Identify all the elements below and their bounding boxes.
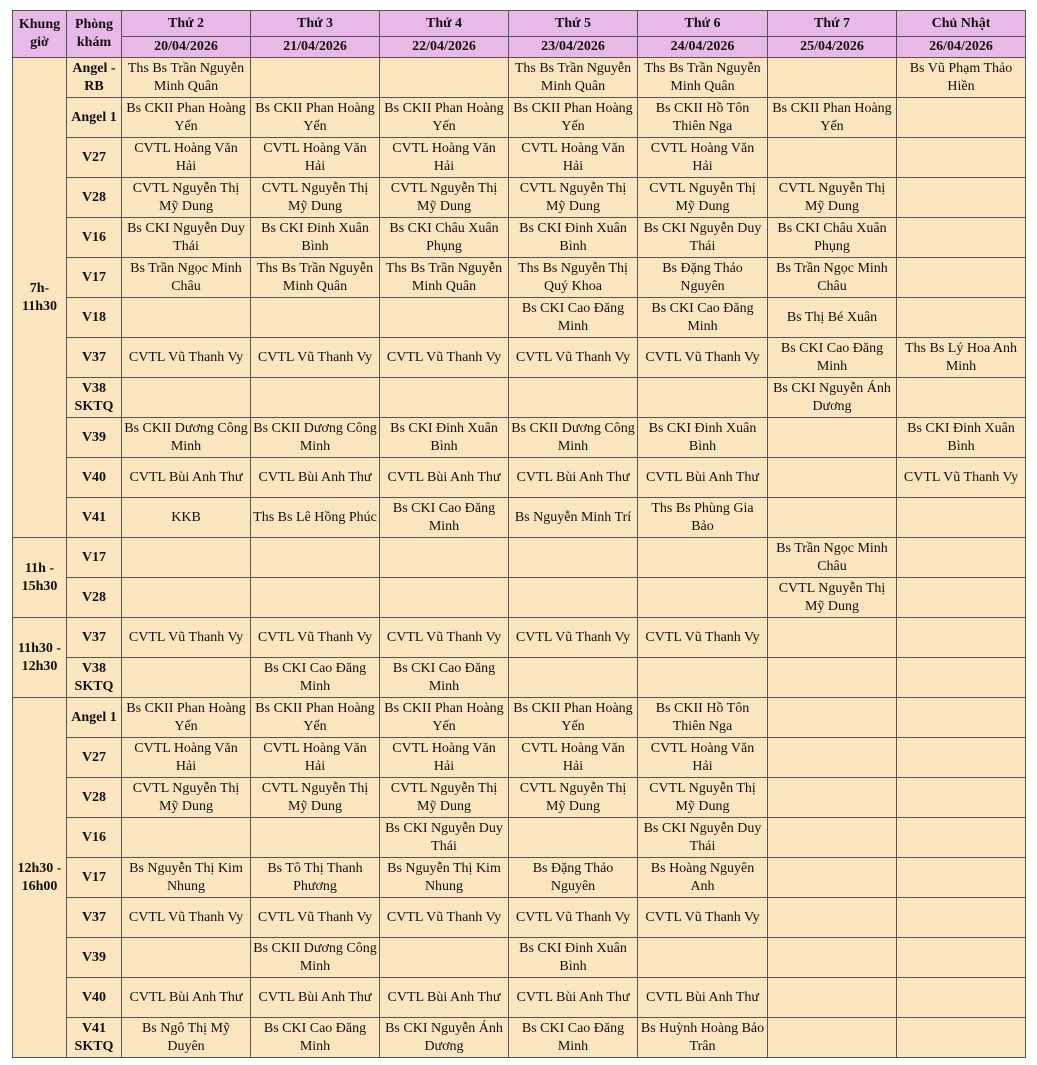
doctor-cell: CVTL Hoàng Văn Hải [638,138,768,178]
doctor-cell: Bs CKI Đinh Xuân Bình [380,418,509,458]
doctor-cell [768,618,897,658]
doctor-cell: CVTL Vũ Thanh Vy [122,898,251,938]
room-cell: V17 [67,538,122,578]
day-date: 23/04/2026 [509,37,638,58]
room-cell: V39 [67,418,122,458]
schedule-row [13,378,1026,418]
schedule-row [13,698,1026,738]
room-cell: V41 SKTQ [67,1018,122,1058]
doctor-cell: CVTL Nguyễn Thị Mỹ Dung [768,578,897,618]
room-cell: Angel 1 [67,98,122,138]
doctor-cell: Bs CKI Cao Đăng Minh [251,658,380,698]
doctor-cell [897,858,1026,898]
day-date: 21/04/2026 [251,37,380,58]
doctor-cell: Ths Bs Trần Nguyễn Minh Quân [380,258,509,298]
doctor-cell: Bs Vũ Phạm Thảo Hiền [897,58,1026,98]
doctor-cell: CVTL Nguyễn Thị Mỹ Dung [251,778,380,818]
doctor-cell: CVTL Vũ Thanh Vy [638,898,768,938]
schedule-row [13,778,1026,818]
doctor-cell: Ths Bs Trần Nguyễn Minh Quân [122,58,251,98]
doctor-cell [509,578,638,618]
doctor-cell: Bs Nguyễn Thị Kim Nhung [380,858,509,898]
doctor-cell [122,378,251,418]
doctor-cell [380,538,509,578]
doctor-cell: CVTL Bùi Anh Thư [251,458,380,498]
doctor-cell: CVTL Hoàng Văn Hải [509,138,638,178]
doctor-cell: Bs Trần Ngọc Minh Châu [122,258,251,298]
doctor-cell [897,538,1026,578]
doctor-cell [251,538,380,578]
doctor-cell: CVTL Vũ Thanh Vy [509,618,638,658]
doctor-cell: Bs CKII Dương Công Minh [122,418,251,458]
schedule-row [13,138,1026,178]
doctor-cell: Bs CKI Đinh Xuân Bình [638,418,768,458]
doctor-cell [897,698,1026,738]
doctor-cell [768,458,897,498]
doctor-cell: CVTL Nguyễn Thị Mỹ Dung [638,178,768,218]
doctor-cell [897,178,1026,218]
doctor-cell: CVTL Bùi Anh Thư [380,978,509,1018]
doctor-cell: CVTL Bùi Anh Thư [509,978,638,1018]
doctor-cell [897,938,1026,978]
day-date: 20/04/2026 [122,37,251,58]
doctor-cell [768,978,897,1018]
doctor-cell: Bs Đặng Thảo Nguyên [509,858,638,898]
doctor-cell: Bs CKI Nguyễn Duy Thái [638,818,768,858]
schedule-row [13,498,1026,538]
doctor-cell: CVTL Vũ Thanh Vy [122,338,251,378]
doctor-cell: Bs Tô Thị Thanh Phương [251,858,380,898]
doctor-cell [768,858,897,898]
day-name: Thứ 3 [251,11,380,37]
doctor-cell: Bs CKI Nguyễn Duy Thái [380,818,509,858]
schedule-row [13,978,1026,1018]
doctor-cell [897,218,1026,258]
doctor-cell: CVTL Hoàng Văn Hải [122,138,251,178]
room-cell: V38 SKTQ [67,378,122,418]
doctor-cell: Bs CKI Cao Đăng Minh [251,1018,380,1058]
doctor-cell [897,618,1026,658]
doctor-cell: CVTL Vũ Thanh Vy [380,338,509,378]
doctor-cell [638,538,768,578]
doctor-cell: CVTL Bùi Anh Thư [380,458,509,498]
day-name: Thứ 5 [509,11,638,37]
doctor-cell: Bs CKII Phan Hoàng Yến [509,698,638,738]
doctor-cell: CVTL Vũ Thanh Vy [509,338,638,378]
doctor-cell [897,258,1026,298]
day-name: Chủ Nhật [897,11,1026,37]
time-slot-cell: 7h- 11h30 [13,58,67,538]
doctor-cell: CVTL Hoàng Văn Hải [509,738,638,778]
doctor-cell: Bs CKI Châu Xuân Phụng [768,218,897,258]
doctor-cell [768,938,897,978]
doctor-cell [122,298,251,338]
doctor-cell [897,138,1026,178]
doctor-cell: Bs CKII Dương Công Minh [251,938,380,978]
doctor-cell [768,1018,897,1058]
day-date: 26/04/2026 [897,37,1026,58]
doctor-cell: CVTL Nguyễn Thị Mỹ Dung [380,778,509,818]
schedule-row [13,338,1026,378]
doctor-cell: Bs CKII Dương Công Minh [509,418,638,458]
doctor-cell [897,738,1026,778]
schedule-table [12,10,1026,1058]
schedule-row [13,898,1026,938]
time-slot-cell: 11h30 - 12h30 [13,618,67,698]
doctor-cell: Bs CKII Phan Hoàng Yến [251,698,380,738]
doctor-cell: CVTL Hoàng Văn Hải [638,738,768,778]
doctor-cell: Bs Thị Bé Xuân [768,298,897,338]
doctor-cell: CVTL Nguyễn Thị Mỹ Dung [380,178,509,218]
doctor-cell: CVTL Hoàng Văn Hải [380,138,509,178]
doctor-cell [768,498,897,538]
doctor-cell: Ths Bs Trần Nguyễn Minh Quân [638,58,768,98]
doctor-cell: Bs CKI Cao Đăng Minh [509,298,638,338]
day-date: 24/04/2026 [638,37,768,58]
doctor-cell: Bs Đặng Thảo Nguyên [638,258,768,298]
room-cell: V18 [67,298,122,338]
schedule-row [13,418,1026,458]
doctor-cell: CVTL Nguyễn Thị Mỹ Dung [768,178,897,218]
doctor-cell [509,818,638,858]
doctor-cell [897,578,1026,618]
doctor-cell: Bs CKII Dương Công Minh [251,418,380,458]
doctor-cell: CVTL Bùi Anh Thư [251,978,380,1018]
doctor-cell: CVTL Hoàng Văn Hải [122,738,251,778]
doctor-cell: Bs CKI Đinh Xuân Bình [509,938,638,978]
day-date: 25/04/2026 [768,37,897,58]
doctor-cell: CVTL Nguyễn Thị Mỹ Dung [251,178,380,218]
doctor-cell [380,938,509,978]
day-name: Thứ 4 [380,11,509,37]
doctor-cell [380,378,509,418]
room-cell: V40 [67,978,122,1018]
doctor-cell: CVTL Nguyễn Thị Mỹ Dung [122,178,251,218]
doctor-cell: Bs CKI Đinh Xuân Bình [897,418,1026,458]
schedule-row [13,658,1026,698]
doctor-cell: Bs CKII Hồ Tôn Thiên Nga [638,698,768,738]
schedule-row [13,458,1026,498]
doctor-cell: CVTL Vũ Thanh Vy [897,458,1026,498]
doctor-cell [380,578,509,618]
room-cell: V27 [67,138,122,178]
doctor-cell [768,418,897,458]
doctor-cell: Bs CKI Nguyễn Ánh Dương [768,378,897,418]
doctor-cell: Bs CKII Phan Hoàng Yến [768,98,897,138]
doctor-cell: Ths Bs Lê Hồng Phúc [251,498,380,538]
doctor-cell: Bs Ngô Thị Mỹ Duyên [122,1018,251,1058]
doctor-cell: CVTL Bùi Anh Thư [638,978,768,1018]
doctor-cell [897,1018,1026,1058]
room-cell: V40 [67,458,122,498]
doctor-cell: CVTL Vũ Thanh Vy [638,618,768,658]
doctor-cell: Bs CKI Đinh Xuân Bình [509,218,638,258]
schedule-row [13,538,1026,578]
doctor-cell: Bs CKI Đinh Xuân Bình [251,218,380,258]
doctor-cell [122,578,251,618]
doctor-cell: CVTL Hoàng Văn Hải [251,138,380,178]
doctor-cell [768,818,897,858]
doctor-cell: Bs CKII Phan Hoàng Yến [380,698,509,738]
doctor-cell [638,578,768,618]
doctor-cell: CVTL Hoàng Văn Hải [251,738,380,778]
doctor-cell [380,58,509,98]
doctor-cell: Bs CKII Phan Hoàng Yến [509,98,638,138]
doctor-cell [509,538,638,578]
doctor-cell: Bs Hoàng Nguyên Anh [638,858,768,898]
doctor-cell: CVTL Bùi Anh Thư [122,458,251,498]
doctor-cell: Ths Bs Nguyễn Thị Quý Khoa [509,258,638,298]
doctor-cell [638,658,768,698]
room-cell: V37 [67,898,122,938]
doctor-cell [251,378,380,418]
day-name: Thứ 7 [768,11,897,37]
doctor-cell: CVTL Bùi Anh Thư [638,458,768,498]
doctor-cell [768,738,897,778]
doctor-cell: CVTL Vũ Thanh Vy [251,618,380,658]
schedule-row [13,1018,1026,1058]
doctor-cell: Ths Bs Lý Hoa Anh Minh [897,338,1026,378]
doctor-cell [509,378,638,418]
room-cell: V28 [67,178,122,218]
doctor-cell [897,978,1026,1018]
doctor-cell [768,138,897,178]
doctor-cell: Bs Nguyễn Thị Kim Nhung [122,858,251,898]
room-cell: V37 [67,338,122,378]
room-header: Phòng khám [67,11,122,58]
doctor-cell: Bs Trần Ngọc Minh Châu [768,258,897,298]
doctor-cell [897,298,1026,338]
doctor-cell [897,898,1026,938]
room-cell: V39 [67,938,122,978]
schedule-header [13,11,1026,58]
doctor-cell: Bs CKII Phan Hoàng Yến [251,98,380,138]
room-cell: Angel - RB [67,58,122,98]
schedule-row [13,258,1026,298]
doctor-cell [509,658,638,698]
doctor-cell [768,898,897,938]
slot-header: Khung giờ [13,11,67,58]
doctor-cell: CVTL Bùi Anh Thư [509,458,638,498]
doctor-cell: CVTL Vũ Thanh Vy [122,618,251,658]
doctor-cell: Bs Nguyễn Minh Trí [509,498,638,538]
day-name: Thứ 2 [122,11,251,37]
doctor-cell [122,938,251,978]
doctor-cell [768,58,897,98]
doctor-cell: Bs CKI Cao Đăng Minh [380,658,509,698]
doctor-cell: Ths Bs Trần Nguyễn Minh Quân [251,258,380,298]
doctor-cell: Bs CKII Phan Hoàng Yến [122,98,251,138]
schedule-row [13,818,1026,858]
doctor-cell: CVTL Hoàng Văn Hải [380,738,509,778]
doctor-cell [380,298,509,338]
doctor-cell [897,658,1026,698]
doctor-cell: CVTL Vũ Thanh Vy [380,898,509,938]
schedule-row [13,618,1026,658]
doctor-cell: Bs CKI Nguyễn Duy Thái [638,218,768,258]
doctor-cell: Bs CKII Phan Hoàng Yến [380,98,509,138]
doctor-cell: Bs CKI Cao Đăng Minh [509,1018,638,1058]
room-cell: V37 [67,618,122,658]
schedule-row [13,298,1026,338]
doctor-cell [251,818,380,858]
doctor-cell [251,578,380,618]
doctor-cell [251,58,380,98]
room-cell: V28 [67,778,122,818]
doctor-cell [897,778,1026,818]
schedule-row [13,738,1026,778]
doctor-cell [768,658,897,698]
schedule-body [13,58,1026,1058]
doctor-cell: CVTL Bùi Anh Thư [122,978,251,1018]
doctor-cell: CVTL Vũ Thanh Vy [251,898,380,938]
doctor-cell [122,538,251,578]
doctor-cell: Bs CKI Cao Đăng Minh [638,298,768,338]
doctor-cell [251,298,380,338]
time-slot-cell: 11h - 15h30 [13,538,67,618]
schedule-row [13,218,1026,258]
room-cell: Angel 1 [67,698,122,738]
schedule-row [13,578,1026,618]
doctor-cell: CVTL Nguyễn Thị Mỹ Dung [509,778,638,818]
doctor-cell: CVTL Vũ Thanh Vy [638,338,768,378]
doctor-cell: Bs CKI Nguyễn Duy Thái [122,218,251,258]
doctor-cell [122,818,251,858]
doctor-cell: Bs Trần Ngọc Minh Châu [768,538,897,578]
day-date: 22/04/2026 [380,37,509,58]
doctor-cell [897,498,1026,538]
doctor-cell: CVTL Vũ Thanh Vy [380,618,509,658]
schedule-row [13,938,1026,978]
doctor-cell: CVTL Nguyễn Thị Mỹ Dung [509,178,638,218]
doctor-cell [897,818,1026,858]
doctor-cell: CVTL Vũ Thanh Vy [251,338,380,378]
room-cell: V17 [67,258,122,298]
doctor-cell: Bs CKI Cao Đăng Minh [380,498,509,538]
schedule-row [13,58,1026,98]
doctor-cell [897,378,1026,418]
doctor-cell: KKB [122,498,251,538]
schedule-row [13,858,1026,898]
doctor-cell: Bs CKI Châu Xuân Phụng [380,218,509,258]
doctor-cell: CVTL Nguyễn Thị Mỹ Dung [122,778,251,818]
doctor-cell: Ths Bs Trần Nguyễn Minh Quân [509,58,638,98]
room-cell: V27 [67,738,122,778]
room-cell: V16 [67,818,122,858]
doctor-cell: Bs CKI Nguyễn Ánh Dương [380,1018,509,1058]
doctor-cell [897,98,1026,138]
room-cell: V17 [67,858,122,898]
room-cell: V16 [67,218,122,258]
doctor-cell [122,658,251,698]
doctor-cell: Bs Huỳnh Hoàng Bảo Trân [638,1018,768,1058]
doctor-cell: Ths Bs Phùng Gia Bảo [638,498,768,538]
doctor-cell [638,938,768,978]
day-name: Thứ 6 [638,11,768,37]
doctor-cell: Bs CKII Hồ Tôn Thiên Nga [638,98,768,138]
doctor-cell: Bs CKII Phan Hoàng Yến [122,698,251,738]
time-slot-cell: 12h30 - 16h00 [13,698,67,1058]
schedule-row [13,178,1026,218]
room-cell: V41 [67,498,122,538]
doctor-cell: CVTL Nguyễn Thị Mỹ Dung [638,778,768,818]
doctor-cell: Bs CKI Cao Đăng Minh [768,338,897,378]
room-cell: V28 [67,578,122,618]
doctor-cell [768,698,897,738]
doctor-cell: CVTL Vũ Thanh Vy [509,898,638,938]
schedule-row [13,98,1026,138]
doctor-cell [768,778,897,818]
doctor-cell [638,378,768,418]
room-cell: V38 SKTQ [67,658,122,698]
